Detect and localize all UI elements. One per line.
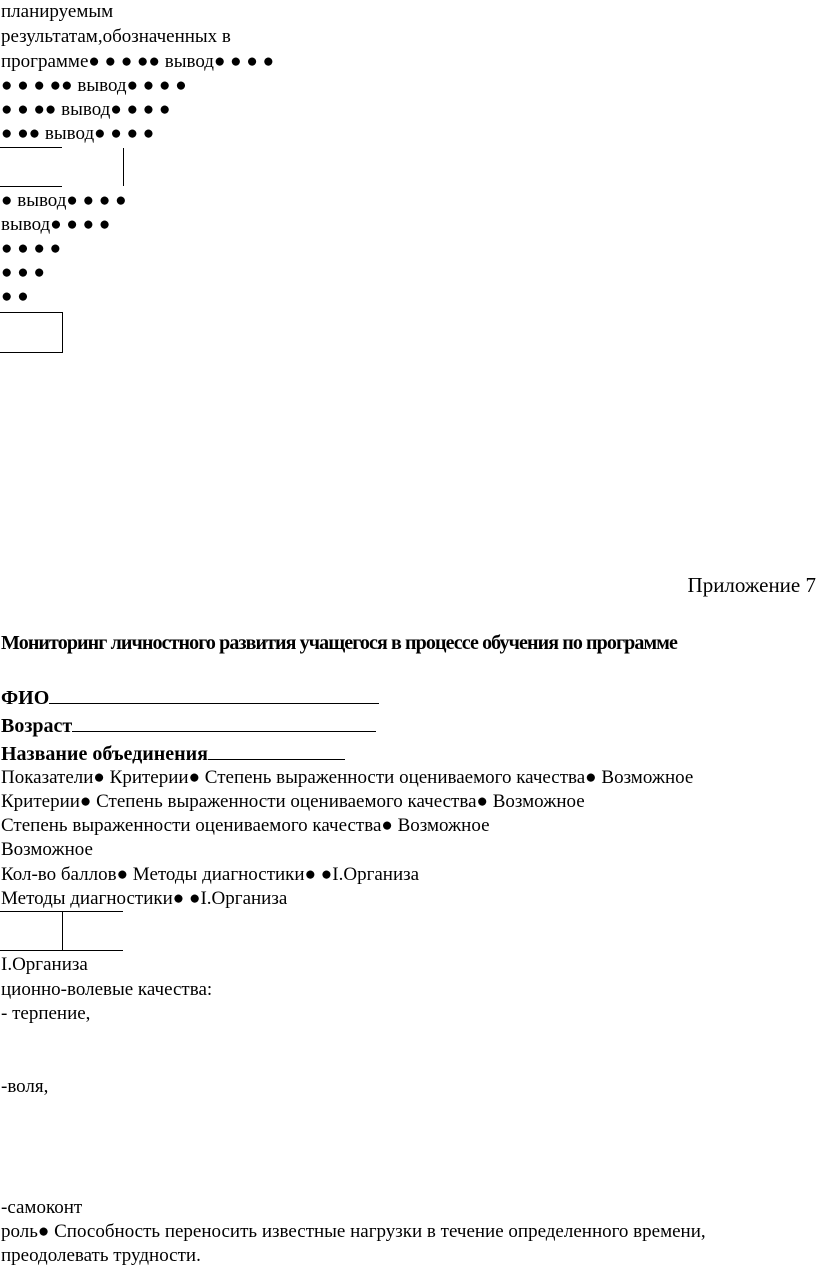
fio-label: ФИО — [1, 687, 50, 709]
page-title: Мониторинг личностного развития учащегося в процессе обучения по программе — [1, 632, 677, 654]
table-rule-vertical — [123, 148, 124, 186]
body-line-7: преодолевать трудности. — [1, 1245, 201, 1266]
top-line-9: ● ● ● ● — [1, 238, 62, 259]
table-line-6: Методы диагностики● ●I.Организа — [1, 888, 288, 909]
body-line-5: -самоконт — [1, 1197, 83, 1218]
fio-underline — [49, 684, 379, 704]
table-rule-vertical — [62, 912, 63, 950]
group-underline — [208, 740, 345, 760]
table-rule — [0, 950, 123, 951]
table-rule — [0, 147, 62, 148]
body-line-1: I.Организа — [1, 954, 88, 975]
fio-field — [1, 684, 379, 710]
table-rule — [0, 186, 62, 187]
body-line-3: - терпение, — [1, 1003, 91, 1024]
empty-table-cell — [0, 312, 63, 353]
top-line-4: ● ● ● ●● вывод● ● ● ● — [1, 75, 187, 96]
top-line-6: ● ●● вывод● ● ● ● — [1, 123, 155, 144]
table-line-3: Степень выраженности оцениваемого качества● Возможное — [1, 815, 490, 836]
table-line-2: Критерии● Степень выраженности оцениваемого качества● Возможное — [1, 791, 585, 812]
top-line-1: планируемым — [1, 1, 114, 22]
top-line-8: вывод● ● ● ● — [1, 214, 111, 235]
age-field — [1, 712, 376, 738]
top-line-3: программе● ● ● ●● вывод● ● ● ● — [1, 51, 275, 72]
top-line-10: ● ● ● — [1, 262, 45, 283]
appendix-label: Приложение 7 — [687, 573, 816, 597]
top-line-5: ● ● ●● вывод● ● ● ● — [1, 99, 171, 120]
body-line-2: ционно-волевые качества: — [1, 979, 213, 1000]
age-underline — [72, 712, 376, 732]
body-line-6: роль● Способность переносить известные нагрузки в течение определенного времени, — [1, 1221, 706, 1242]
top-line-7: ● вывод● ● ● ● — [1, 190, 127, 211]
age-label: Возраст — [1, 715, 73, 737]
group-field — [1, 740, 345, 766]
top-line-2: результатам,обозначенных в — [1, 26, 231, 47]
group-label: Название объединения — [1, 743, 209, 765]
table-line-5: Кол-во баллов● Методы диагностики● ●I.Организа — [1, 864, 420, 885]
body-line-4: -воля, — [1, 1076, 49, 1097]
top-line-11: ● ● — [1, 286, 29, 307]
table-line-4: Возможное — [1, 839, 93, 860]
table-line-1: Показатели● Критерии● Степень выраженности оцениваемого качества● Возможное — [1, 767, 694, 788]
